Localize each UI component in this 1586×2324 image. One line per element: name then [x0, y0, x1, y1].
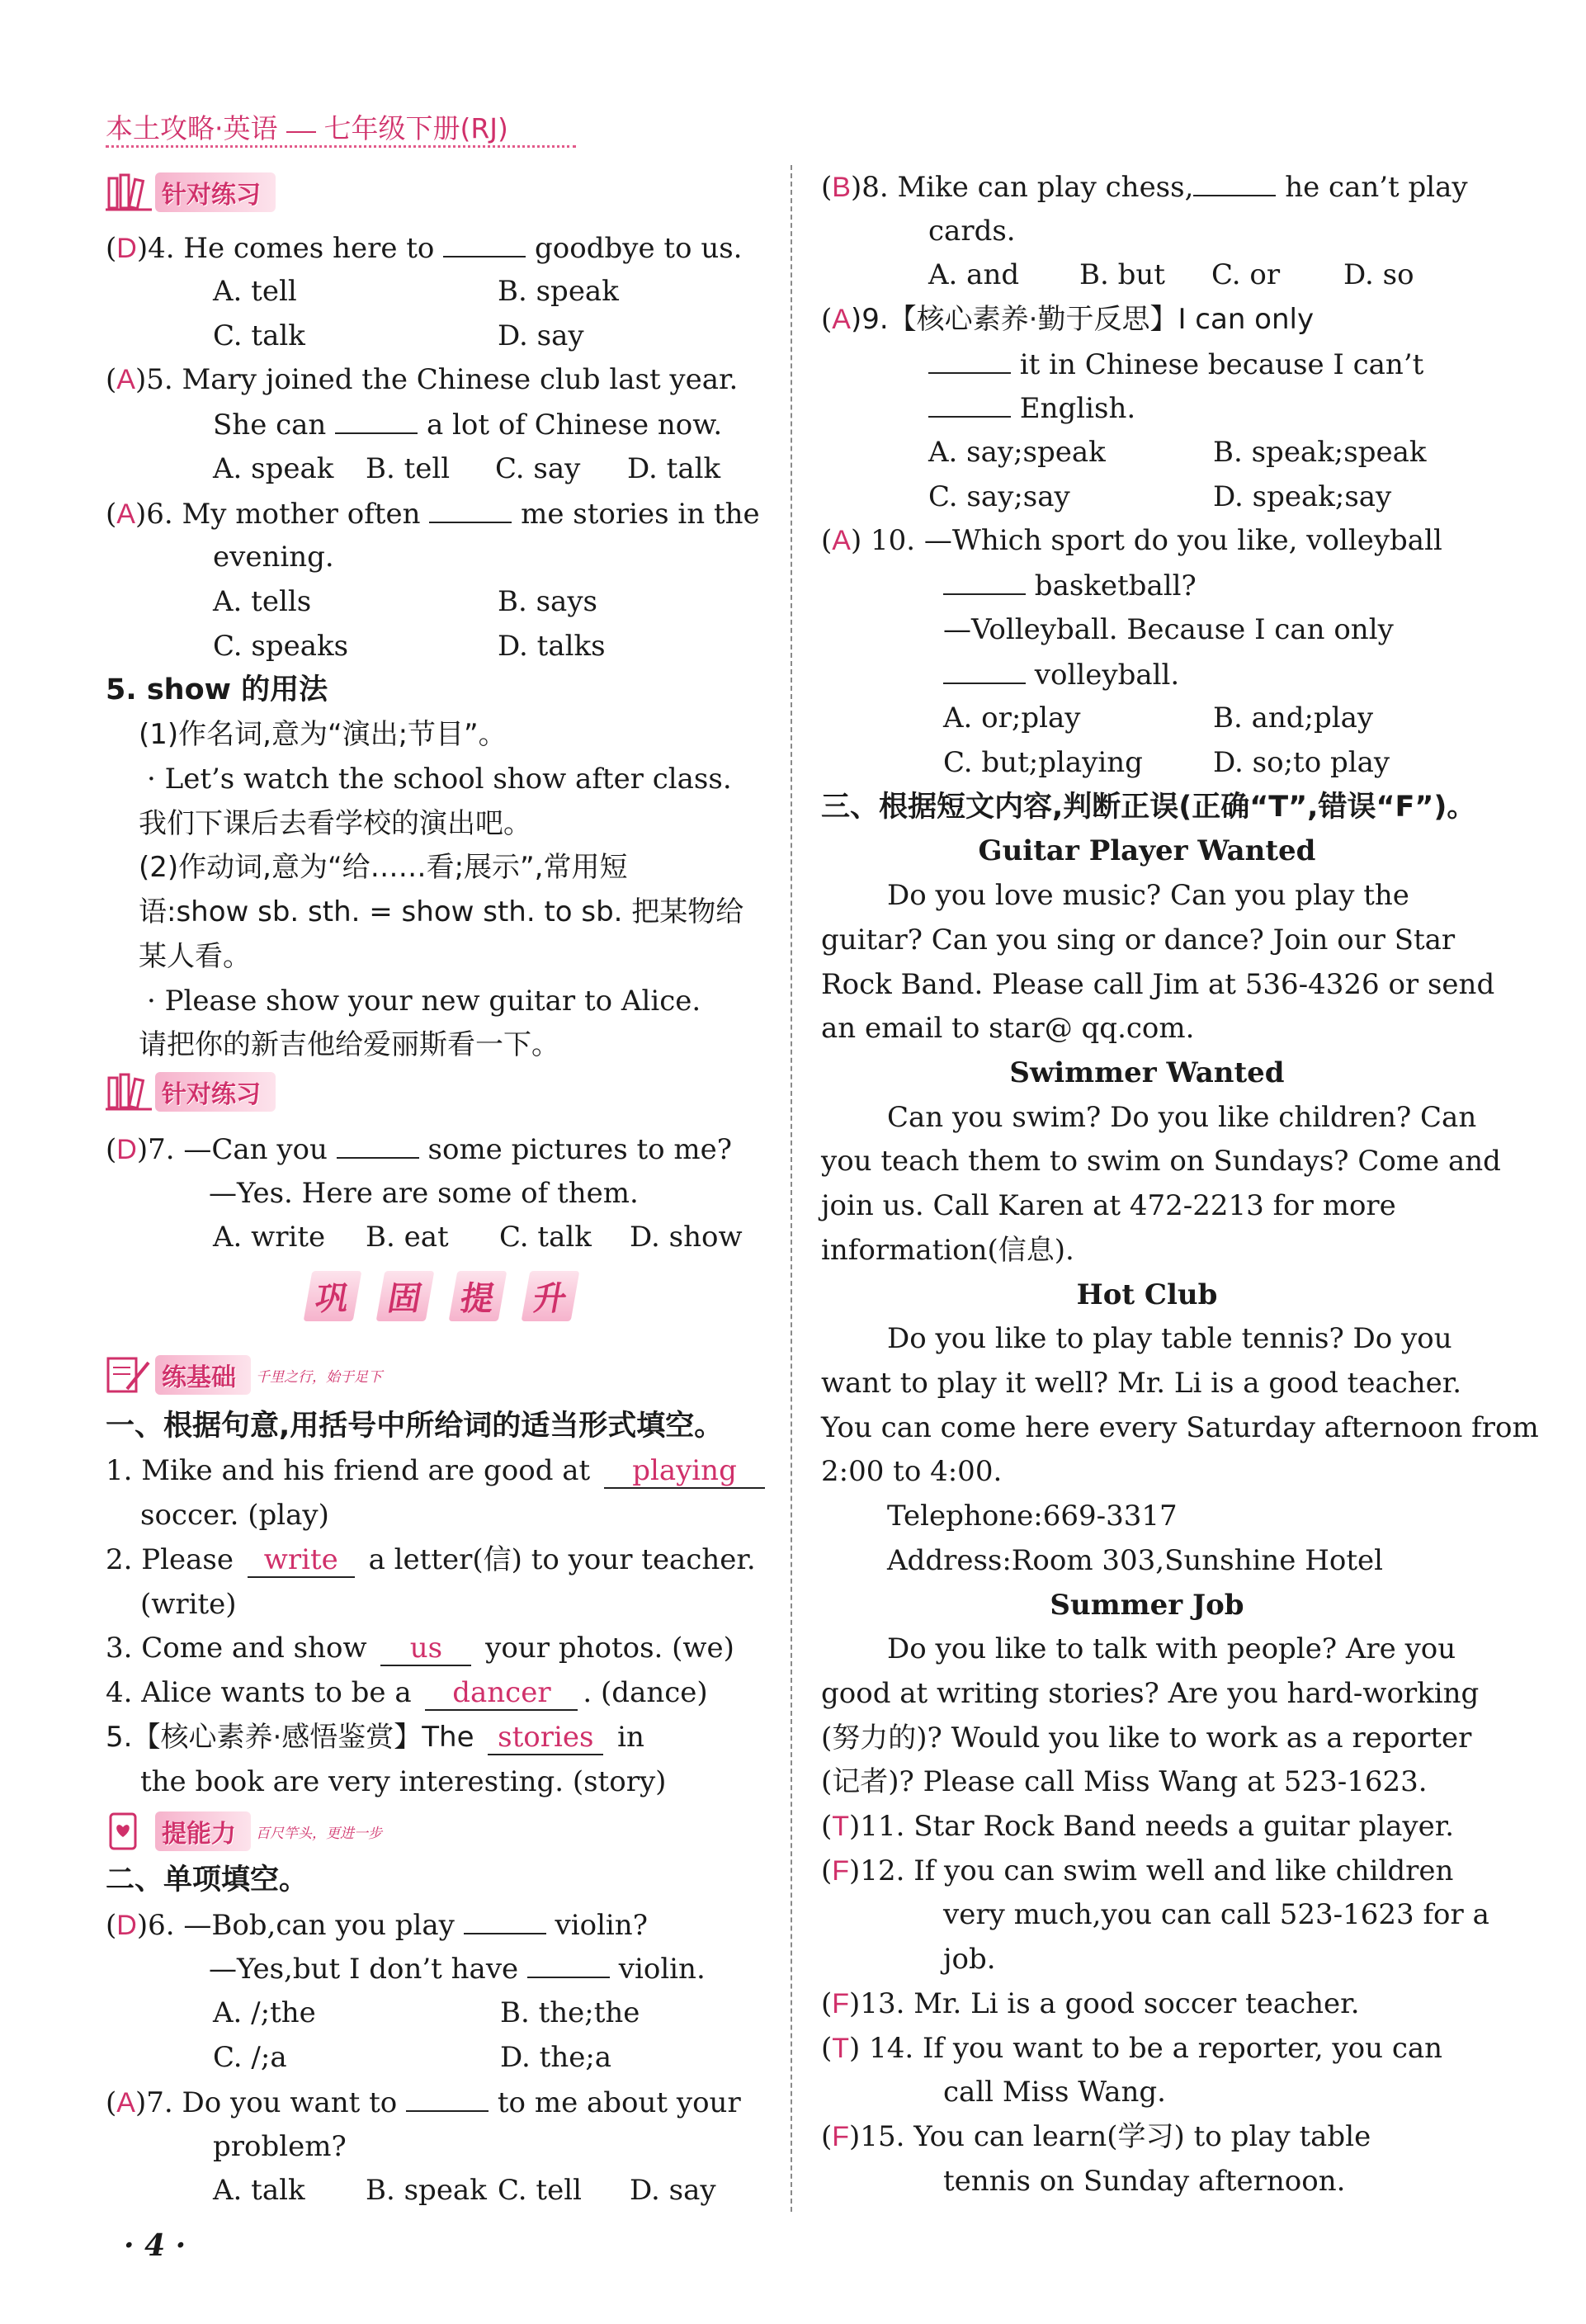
option: C. talk — [213, 319, 305, 352]
option: D. talk — [627, 452, 721, 485]
option: C. but;playing — [943, 746, 1143, 779]
answer-4: D — [116, 233, 137, 264]
tf-question-11: (T)11. Star Rock Band needs a guitar player. — [821, 1810, 1455, 1843]
books-icon — [106, 1073, 152, 1111]
tf-question-12: (F)12. If you can swim well and like children — [821, 1854, 1454, 1887]
header-underline — [106, 145, 576, 148]
mc-question-7: (A)7. Do you want to to me about your — [106, 2086, 741, 2119]
question-4: (D)4. He comes here to goodbye to us. — [106, 232, 743, 265]
option: B. tell — [366, 452, 451, 485]
column-divider — [791, 165, 792, 2212]
option: B. the;the — [500, 1996, 640, 2029]
option: D. talks — [498, 630, 606, 663]
tablet-icon — [106, 1812, 152, 1850]
part-2-title: 二、单项填空。 — [106, 1863, 309, 1897]
fill-item-1: 1. Mike and his friend are good at playing — [106, 1454, 770, 1489]
option: D. so;to play — [1213, 746, 1390, 779]
option: B. speak — [366, 2174, 487, 2207]
question-5-line-2: She can a lot of Chinese now. — [213, 409, 723, 442]
header-separator — [286, 131, 316, 133]
question-7: (D)7. —Can you some pictures to me? — [106, 1133, 733, 1166]
workbook-page: 本土攻略·英语 七年级下册(RJ) 针对练习 (D)4. He comes here to goodbye to us. A. tell B. speak C. talk D. say (A)5. Mary joined the Chinese club last year. She can a lot of Chinese now. A. speak B. tell C. say D. talk (A)6. My mother often me stories in the evening. A. tells B. says C. speaks D. talks 5. show 的用法 (1)作名词,意为“演出;节目”。 · Let’s watch the school show after class. 我们下课后去看学校的演出吧。 (2)作动词,意为“给……看;展示”,常用短 语:show sb. sth. = show sth. to sb. 把某物给 某人看。 · Please show your new guitar to Alice. 请把你的新吉他给爱丽斯看一下。 针对练习 (D)7. —Can you some pictures to me? —Yes. Here are some of them. A. write B. eat C. talk D. show 巩 固 提 升 练基础 千里之行，始于足下 一、根据句意,用括号中所给词的适当形式填空。 1. Mike and his friend are good at playing soccer. (play) 2. Please write a letter(信) to your teacher. (write) 3. Come and show us your photos. (we) 4. Alice wants to be a dancer . (dance) 5.【核心素养·感悟鉴赏】The stories in the book are very interesting. (story) 提能力 百尺竿头，更进一步 二、单项填空。 (D)6. —Bob,can you play violin? —Yes,but I don’t have violin. A. /;the B. the;the C. /;a D. the;a (A)7. Do you want to to me about your problem? A. talk B. speak C. tell D. say (B)8. Mike can play chess, he can’t play cards. A. and B. but C. or D. so (A)9.【核心素养·勤于反思】I can only it in Chinese because I can’t English. A. say;speak B. speak;speak C. say;say D. speak;say (A) 10. —Which sport do you like, volleyball basketball? —Volleyball. Because I can only volleyball. A. or;play B. and;play C. but;playing D. so;to play 三、根据短文内容,判断正误(正确“T”,错误“F”)。 Guitar Player Wanted Do you love music? Can you play the guitar? Can you sing or dance? Join our Star Rock Band. Please call Jim at 536-4326 or send an email to star@ qq.com. Swimmer Wanted Can you swim? Do you like children? Can you teach them to swim on Sundays? Come and join us. Call Karen at 472-2213 for more information(信息). Hot Club Do you like to play table tennis? Do you want to play it well? Mr. Li is a good teacher. You can come here every Saturday afternoon from 2:00 to 4:00. Telephone:669-3317 Address:Room 303,Sunshine Hotel Summer Job Do you like to talk with people? Are you good at writing stories? Are you hard-working (努力的)? Would you like to work as a reporter (记者)? Please call Miss Wang at 523-1623. (T)11. Star Rock Band needs a guitar player. (F)12. If you can swim well and like children very much,you can call 523-1623 for a job. (F)13. Mr. Li is a good soccer teacher. (T) 14. If you want to be a reporter, you can call Miss Wang. (F)15. You can learn(学习) to play table tennis on Sunday afternoon. · 4 · — [0, 0, 1586, 2324]
option: C. say — [495, 452, 581, 485]
mc-question-6: (D)6. —Bob,can you play violin? — [106, 1909, 648, 1942]
books-icon — [106, 173, 152, 211]
question-5: (A)5. Mary joined the Chinese club last year. — [106, 363, 739, 396]
tf-question-15: (F)15. You can learn(学习) to play table — [821, 2120, 1371, 2153]
blank — [443, 231, 526, 257]
fill-item-4: 4. Alice wants to be a dancer . (dance) — [106, 1676, 708, 1709]
answer-fill: us — [380, 1632, 471, 1666]
basic-badge-label: 练基础 — [155, 1355, 251, 1395]
show-usage-title: 5. show 的用法 — [106, 673, 328, 706]
answer-fill: dancer — [425, 1676, 578, 1711]
page-number: · 4 · — [124, 2228, 186, 2263]
ad-4-title: Summer Job — [1050, 1589, 1244, 1622]
practice-badge-label: 针对练习 — [155, 172, 276, 212]
option: D. so — [1343, 258, 1414, 291]
option: B. speak — [498, 275, 619, 308]
option: A. and — [928, 258, 1020, 291]
option: A. tells — [213, 585, 312, 618]
notebook-pencil-icon — [106, 1356, 152, 1394]
option: D. show — [630, 1221, 743, 1254]
option: A. /;the — [213, 1996, 316, 2029]
part-1-title: 一、根据句意,用括号中所给词的适当形式填空。 — [106, 1410, 724, 1443]
tf-question-14: (T) 14. If you want to be a reporter, you can — [821, 2032, 1443, 2065]
part-3-title: 三、根据短文内容,判断正误(正确“T”,错误“F”)。 — [821, 791, 1476, 824]
option: C. tell — [498, 2174, 582, 2207]
option: A. talk — [213, 2174, 305, 2207]
option: A. or;play — [943, 701, 1081, 735]
book-title: 本土攻略·英语 — [106, 112, 278, 144]
ad-3-title: Hot Club — [1076, 1278, 1218, 1311]
practice-badge-1 — [106, 173, 276, 211]
fill-item-2: 2. Please write a letter(信) to your teacher. — [106, 1543, 756, 1576]
option: D. say — [630, 2174, 716, 2207]
fill-item-3: 3. Come and show us your photos. (we) — [106, 1632, 734, 1665]
ad-1-title: Guitar Player Wanted — [978, 834, 1316, 867]
option: C. say;say — [928, 480, 1070, 513]
question-6: (A)6. My mother often me stories in the — [106, 498, 760, 531]
question-9: (A)9.【核心素养·勤于反思】I can only — [821, 303, 1315, 336]
practice-badge-2 — [106, 1073, 276, 1111]
answer-fill: stories — [488, 1721, 603, 1755]
grade-label: 七年级下册(RJ) — [323, 112, 508, 144]
option: B. and;play — [1213, 701, 1374, 735]
option: D. speak;say — [1213, 480, 1392, 513]
option: A. speak — [213, 452, 334, 485]
option: B. speak;speak — [1213, 436, 1427, 469]
page-header — [106, 107, 508, 146]
ad-2-title: Swimmer Wanted — [1009, 1056, 1285, 1089]
basic-badge: 练基础 千里之行，始于足下 — [106, 1356, 382, 1394]
option: A. write — [213, 1221, 326, 1254]
option: C. speaks — [213, 630, 349, 663]
option: B. eat — [366, 1221, 449, 1254]
option: B. but — [1079, 258, 1165, 291]
option: A. tell — [213, 275, 297, 308]
tf-question-13: (F)13. Mr. Li is a good soccer teacher. — [821, 1987, 1360, 2020]
option: D. say — [498, 319, 584, 352]
ability-badge: 提能力 百尺竿头，更进一步 — [106, 1812, 382, 1850]
ability-badge-label: 提能力 — [155, 1811, 251, 1851]
consolidate-banner: 巩 固 提 升 — [293, 1271, 590, 1320]
option: A. say;speak — [928, 436, 1106, 469]
question-10: (A) 10. —Which sport do you like, volleyball — [821, 524, 1442, 557]
option: D. the;a — [500, 2041, 612, 2074]
option: C. /;a — [213, 2041, 287, 2074]
option: C. talk — [499, 1221, 592, 1254]
question-8: (B)8. Mike can play chess, he can’t play — [821, 171, 1468, 204]
option: B. says — [498, 585, 597, 618]
practice-badge-label: 针对练习 — [155, 1072, 276, 1112]
fill-item-5: 5.【核心素养·感悟鉴赏】The stories in — [106, 1721, 644, 1754]
answer-fill: write — [248, 1543, 355, 1578]
option: C. or — [1211, 258, 1281, 291]
answer-fill: playing — [604, 1454, 765, 1489]
